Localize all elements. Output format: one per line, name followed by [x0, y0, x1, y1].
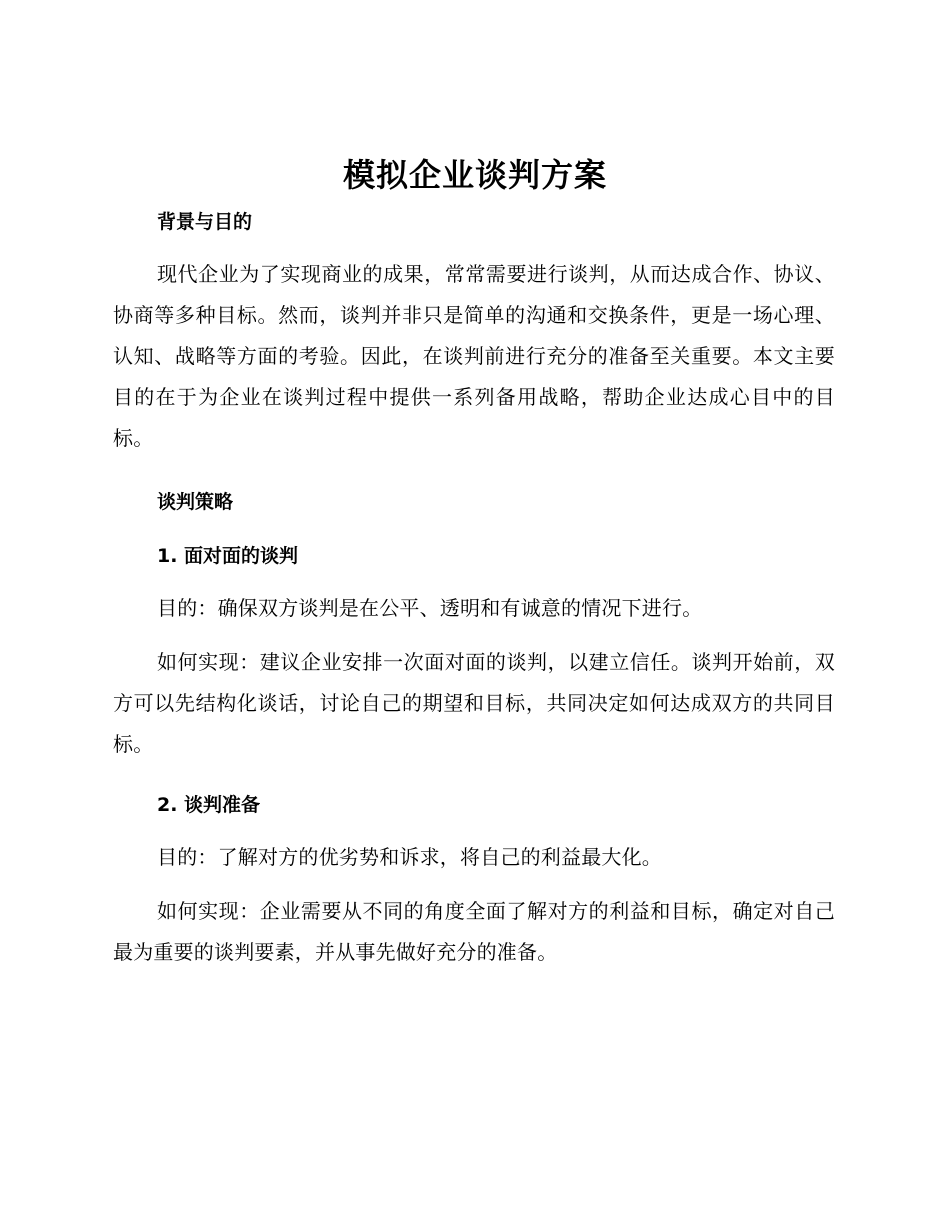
document-title: 模拟企业谈判方案: [342, 156, 607, 194]
subsection-heading-preparation: 2. 谈判准备: [157, 794, 261, 816]
section1-method-paragraph: 如何实现：建议企业安排一次面对面的谈判，以建立信任。谈判开始前，双方可以先结构化谈话，讨论自己的期望和目标，共同决定如何达成双方的共同目标。: [113, 650, 835, 756]
section2-method-paragraph: 如何实现：企业需要从不同的角度全面了解对方的利益和目标，确定对自己最为重要的谈判要素，并从事先做好充分的准备。: [113, 899, 835, 964]
background-paragraph: 现代企业为了实现商业的成果，常常需要进行谈判，从而达成合作、协议、协商等多种目标。然而，谈判并非只是简单的沟通和交换条件，更是一场心理、认知、战略等方面的考验。因此，在谈判前进行充分的准备至关重要。本文主要目的在于为企业在谈判过程中提供一系列备用战略，帮助企业达成心目中的目标。: [113, 262, 835, 450]
section-heading-strategy: 谈判策略: [157, 491, 234, 513]
subsection-heading-face-to-face: 1. 面对面的谈判: [157, 545, 299, 567]
section2-purpose-paragraph: 目的：了解对方的优劣势和诉求，将自己的利益最大化。: [157, 845, 662, 869]
section1-purpose-paragraph: 目的：确保双方谈判是在公平、透明和有诚意的情况下进行。: [157, 596, 703, 620]
section-heading-background: 背景与目的: [157, 211, 253, 233]
